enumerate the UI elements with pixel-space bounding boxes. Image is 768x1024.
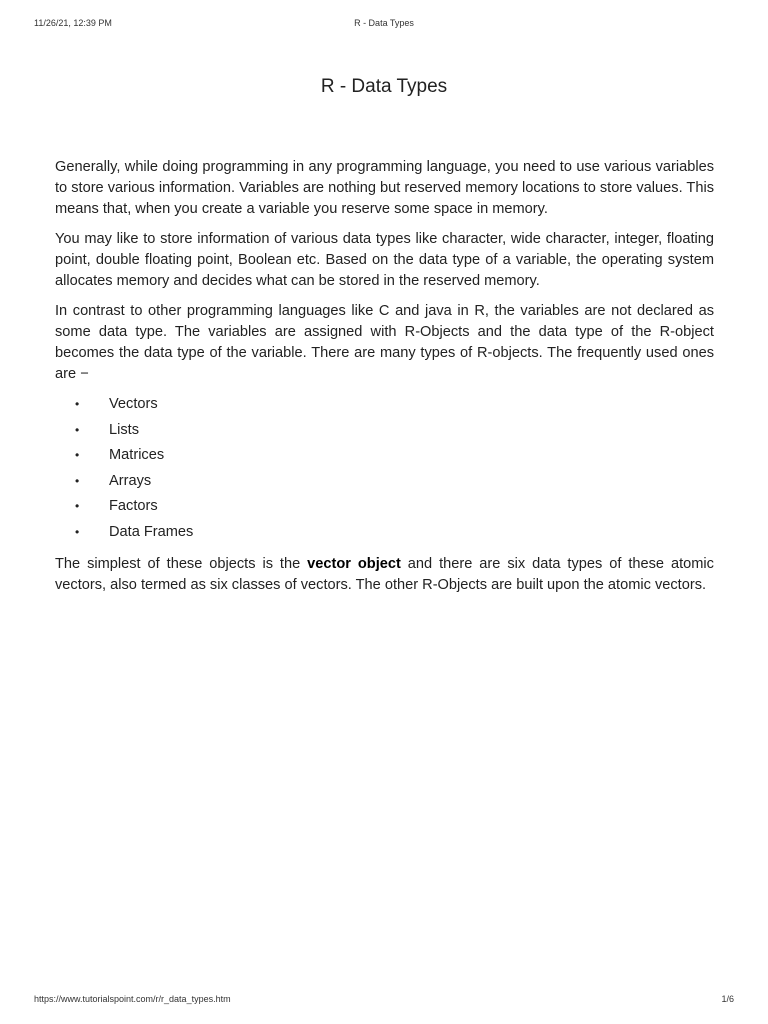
- list-item-label: Vectors: [109, 396, 158, 412]
- print-footer: [0, 994, 768, 1008]
- list-item-label: Data Frames: [109, 523, 194, 540]
- list-item: [55, 420, 714, 446]
- print-header: [0, 18, 768, 32]
- paragraph-intro: Generally, while doing programming in any programming language, you need to use various variables to store various information. Variables are nothing but reserved memory locations to store values. This means that, when you create a variable you reserve some space in memory.: [55, 159, 714, 217]
- list-item: [55, 522, 714, 548]
- bullet-icon: •: [75, 524, 80, 539]
- paragraph-vector-object: [55, 554, 714, 596]
- list-item: [55, 496, 714, 522]
- list-item-label: Arrays: [109, 472, 152, 489]
- article-body: [55, 157, 714, 605]
- page-number: 1/6: [721, 994, 734, 1004]
- bold-term: vector object: [307, 556, 401, 572]
- list-item-label: Matrices: [109, 447, 165, 463]
- bullet-icon: •: [75, 422, 80, 437]
- list-item-label: Lists: [109, 421, 140, 438]
- paragraph-text: and there are six data types of these atomic vectors, also termed as six classes of vectors. The other R-Objects are built upon the atomic vectors.: [55, 556, 714, 593]
- list-item-label: Factors: [109, 498, 158, 514]
- page-url: https://www.tutorialspoint.com/r/r_data_types.htm: [34, 994, 231, 1004]
- print-doc-title: R - Data Types: [354, 18, 414, 28]
- paragraph-data-types: You may like to store information of various data types like character, wide character, integer, floating point, double floating point, Boolean etc. Based on the data type of a variable, the operating system allocates memory and decides what can be stored in the reserved memory.: [55, 231, 714, 289]
- bullet-icon: •: [75, 473, 80, 488]
- list-item: [55, 445, 714, 471]
- bullet-icon: •: [75, 397, 80, 411]
- r-objects-list: [55, 394, 714, 547]
- print-datetime: 11/26/21, 12:39 PM: [34, 18, 112, 28]
- list-item: [55, 394, 714, 420]
- paragraph-text: The simplest of these objects is the: [55, 556, 308, 572]
- list-item: [55, 471, 714, 497]
- bullet-icon: •: [75, 448, 80, 462]
- page-title: R - Data Types: [320, 76, 448, 97]
- bullet-icon: •: [75, 499, 80, 513]
- paragraph-r-objects: In contrast to other programming languages like C and java in R, the variables are not declared as some data type. The variables are assigned with R-Objects and the data type of the R-object becomes the data type of the variable. There are many types of R-objects. The frequently used ones are −: [55, 303, 714, 382]
